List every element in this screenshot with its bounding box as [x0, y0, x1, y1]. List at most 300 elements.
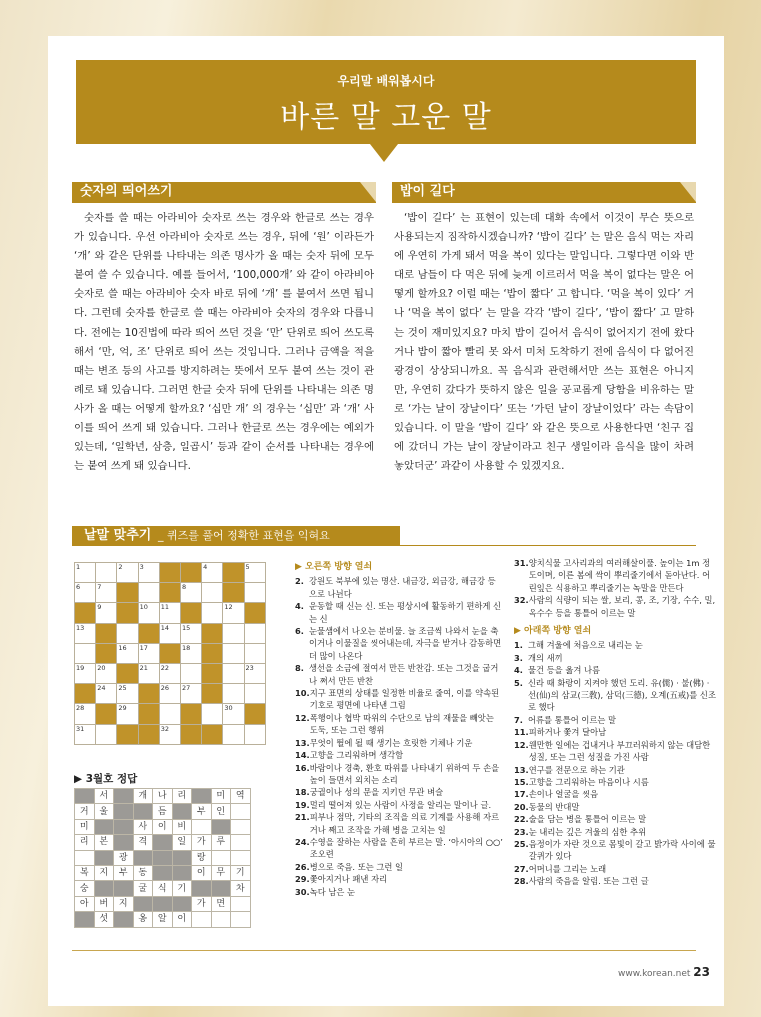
- grid-row: [75, 563, 266, 583]
- answer-row: [75, 896, 251, 911]
- clue-text: 바람이나 경축, 환호 따위를 나타내기 위하여 두 손을 높이 들면서 외치는 소리: [309, 762, 500, 785]
- grid-row: [75, 643, 266, 663]
- clue-item: [514, 726, 718, 738]
- down-clues-title: ▶ 아래쪽 방향 열쇠: [514, 626, 592, 637]
- answer-cell-shaded: [153, 865, 173, 880]
- clue-item: [295, 737, 503, 749]
- answer-row: [75, 912, 251, 927]
- clue-number: 29.: [295, 874, 310, 885]
- clue-text: 어머니를 그리는 노래: [528, 863, 607, 874]
- clue-number: 16.: [295, 762, 310, 773]
- answer-cell: 일: [172, 835, 192, 850]
- cell-number: 13: [76, 623, 85, 632]
- clue-number: 27.: [514, 863, 529, 874]
- grid-cell-black: [159, 563, 180, 583]
- answer-cell: 비: [172, 819, 192, 834]
- answer-cell: 아: [75, 896, 95, 911]
- answer-cell: 버: [94, 896, 114, 911]
- cell-number: 17: [139, 643, 148, 652]
- clue-text: 손이나 얼굴을 씻음: [528, 789, 599, 800]
- clue-item: [514, 594, 718, 619]
- clue-item: [295, 873, 503, 885]
- answer-title: ▶ 3월호 정답: [74, 773, 138, 785]
- answer-cell-shaded: [114, 881, 134, 896]
- grid-cell: [75, 643, 96, 663]
- answer-cell: 본: [94, 835, 114, 850]
- clue-text: 멀리 떨어져 있는 사람이 사정을 알리는 말이나 글.: [309, 799, 492, 810]
- answer-cell: 굴: [133, 881, 153, 896]
- answer-cell-shaded: [153, 896, 173, 911]
- grid-cell-black: [96, 704, 117, 724]
- grid-cell-black: [202, 724, 223, 744]
- clue-number: 20.: [514, 801, 529, 812]
- answer-cell-shaded: [133, 896, 153, 911]
- answer-cell: 가: [192, 896, 212, 911]
- answer-row: [75, 865, 251, 880]
- answer-cell: 격: [133, 835, 153, 850]
- clue-text: 개의 새끼: [528, 652, 563, 663]
- answer-cell-shaded: [153, 850, 173, 865]
- cell-number: 3: [139, 563, 144, 571]
- cell-number: 31: [76, 724, 85, 733]
- grid-cell: [180, 583, 201, 603]
- clue-text: 수영을 잘하는 사람을 흔히 부르는 말. ‘아시아의 ○○’ 조오련: [309, 836, 503, 860]
- clue-text: 쫓아지거나 패낸 자리: [309, 874, 388, 885]
- clue-number: 7.: [514, 714, 523, 725]
- answer-cell: 이: [172, 912, 192, 927]
- grid-cell-black: [138, 724, 159, 744]
- cell-number: 27: [181, 684, 191, 693]
- answer-cell: 지: [114, 896, 134, 911]
- answer-cell: 섯: [94, 912, 114, 927]
- answer-cell: 차: [231, 881, 251, 896]
- answer-cell: [231, 819, 251, 834]
- clue-text: 양치식물 고사리과의 여러해살이풀. 높이는 1m 정도이며, 이른 봄에 싹이 뿌리줄기에서 돋아난다. 어린잎은 식용하고 뿌리줄기는 녹말을 만든다: [528, 558, 711, 593]
- clue-text: 피하거나 쫓겨 달아남: [528, 727, 607, 738]
- clue-text: 그해 겨울에 처음으로 내리는 눈: [528, 640, 643, 651]
- grid-cell: [117, 643, 138, 663]
- grid-cell: [96, 583, 117, 603]
- answer-cell: 부: [114, 865, 134, 880]
- answer-cell-shaded: [114, 912, 134, 927]
- answer-cell: 옹: [133, 912, 153, 927]
- cell-number: 1: [76, 563, 81, 571]
- footer-url: www.korean.net: [618, 969, 691, 979]
- clue-item: [514, 875, 718, 887]
- grid-cell: [159, 704, 180, 724]
- answer-cell-shaded: [94, 819, 114, 834]
- clue-item: [295, 662, 503, 687]
- clue-number: 17.: [514, 789, 529, 800]
- grid-cell: [223, 663, 244, 683]
- clue-item: [295, 625, 503, 662]
- grid-cell-black: [223, 583, 244, 603]
- answer-cell: 동: [133, 865, 153, 880]
- grid-cell-black: [180, 603, 201, 623]
- grid-cell-black: [75, 684, 96, 704]
- answer-grid: [74, 788, 251, 928]
- answer-cell: 울: [94, 804, 114, 819]
- clue-text: 지구 표면의 상태를 일정한 비율로 줄여, 이를 약속된 기호로 평면에 나타낸 그림: [309, 688, 500, 711]
- clue-text: 동물의 반대말: [528, 801, 580, 812]
- grid-cell: [202, 583, 223, 603]
- corner-decoration-icon: [360, 182, 376, 202]
- answer-row: [75, 819, 251, 834]
- grid-cell: [223, 704, 244, 724]
- clue-item: [295, 811, 503, 836]
- grid-cell-black: [202, 663, 223, 683]
- grid-cell: [244, 724, 265, 744]
- clue-text: 연구를 전문으로 하는 기관: [528, 764, 625, 775]
- cell-number: 26: [160, 684, 170, 693]
- clue-number: 10.: [295, 688, 310, 699]
- grid-cell: [223, 623, 244, 643]
- magazine-page: [48, 36, 724, 1006]
- answer-cell: 개: [133, 789, 153, 804]
- clue-number: 19.: [295, 799, 310, 810]
- clue-number: 24.: [295, 836, 310, 847]
- grid-cell-black: [180, 724, 201, 744]
- clue-item: [514, 739, 718, 764]
- grid-cell: [244, 563, 265, 583]
- clue-text: 눈물샘에서 나오는 분비물. 늘 조금씩 나와서 눈을 축이거나 이물질을 씻어내는데, 자극을 받거나 감동하면 더 많이 나온다: [309, 626, 502, 661]
- crossword-grid: [74, 562, 266, 745]
- page-number: 23: [693, 965, 710, 979]
- clue-text: 운동할 때 신는 신. 또는 평상시에 활동하기 편하게 신는 신: [309, 601, 502, 624]
- clue-item: [514, 639, 718, 651]
- answer-cell: 미: [75, 819, 95, 834]
- grid-cell: [75, 663, 96, 683]
- clue-number: 5.: [514, 677, 523, 688]
- clue-item: [514, 838, 718, 863]
- answer-row: [75, 835, 251, 850]
- grid-cell: [223, 684, 244, 704]
- answer-row: [75, 789, 251, 804]
- down-clues: [514, 639, 718, 887]
- section-left-title: 숫자의 띄어쓰기: [80, 184, 173, 199]
- answer-cell: 사: [133, 819, 153, 834]
- answer-cell: 기: [172, 881, 192, 896]
- answer-cell-shaded: [192, 881, 212, 896]
- divider: [392, 202, 696, 203]
- cell-number: 28: [76, 704, 85, 713]
- grid-row: [75, 704, 266, 724]
- grid-cell: [159, 603, 180, 623]
- clue-item: [295, 687, 503, 712]
- clue-text: 궁궐이나 성의 문을 지키던 무관 벼슬: [309, 787, 444, 798]
- cell-number: 23: [245, 663, 254, 672]
- grid-cell: [75, 704, 96, 724]
- clue-number: 23.: [514, 826, 529, 837]
- clue-number: 12.: [514, 739, 529, 750]
- grid-cell-black: [244, 704, 265, 724]
- answer-cell: 무: [211, 865, 231, 880]
- answer-cell: [231, 912, 251, 927]
- clue-item: [514, 826, 718, 838]
- clue-text: 병으로 죽음. 또는 그런 일: [309, 861, 404, 872]
- cell-number: 30: [224, 704, 233, 713]
- grid-row: [75, 684, 266, 704]
- grid-cell-black: [202, 643, 223, 663]
- cell-number: 10: [139, 603, 148, 612]
- banner-subtitle: 우리말 배워봅시다: [337, 74, 435, 88]
- clue-item: [514, 677, 718, 714]
- across-clues: [295, 557, 503, 898]
- corner-decoration-icon: [680, 182, 696, 202]
- clue-number: 4.: [295, 601, 304, 612]
- answer-cell: 가: [192, 835, 212, 850]
- cell-number: 15: [181, 623, 191, 632]
- clue-number: 32.: [514, 595, 529, 606]
- answer-cell: 광: [114, 850, 134, 865]
- clue-text: 무엇이 뛸에 될 때 생기는 흐릿한 기체나 기운: [309, 737, 473, 748]
- answer-cell-shaded: [211, 881, 231, 896]
- grid-cell-black: [138, 704, 159, 724]
- answer-cell: 루: [211, 835, 231, 850]
- grid-cell-black: [202, 623, 223, 643]
- grid-cell: [180, 663, 201, 683]
- section-left-body: 숫자를 쓸 때는 아라비아 숫자로 쓰는 경우와 한글로 쓰는 경우가 있습니다. 우선 아라비아 숫자로 쓰는 경우, 뒤에 ‘원’ 이라든가 ‘개’ 와 같은 단위를 나타내는 의존 명사가 올 때는 숫자 뒤에 모두 붙여 쓸 수 있습니다. 예를 들어서, ‘100,000개’ 와 같이 아라비아 숫자로 쓸 때는 아라비아 숫자 바로 뒤에 ‘개’ 를 붙여서 쓰면 됩니다. 그런데 숫자를 한글로 쓸 때는 아라비아 숫자의 경우와 다릅니다. 전에는 10진법에 따라 띄어 쓰던 것을 ‘만’ 단위로 띄어 쓰도록 해서 ‘만, 억, 조’ 단위로 띄어 쓰는 것입니다. 그러나 금액을 적을 때는 변조 등의 사고를 방지하려는 뜻에서 모두 붙여 쓰는 것이 관례로 돼 있습니다. 그러면 한글 숫자 뒤에 단위를 나타내는 의존 명사가 올 때는 어떻게 할까요? ‘십만 개’ 의 경우는 ‘십만’ 과 ‘개’ 사이를 띄어 쓰게 돼 있습니다. 그러나 한글로 쓰는 경우에는 예외가 있는데, ‘일학년, 삼층, 일곱시’ 등과 같이 순서를 나타내는 경우에는 붙여 쓰게 돼 있습니다.: [74, 212, 374, 473]
- clue-item: [514, 788, 718, 800]
- clue-text: 피부나 점막, 기타의 조직을 의료 기계를 사용해 자르거나 째고 조작을 가해 병을 고치는 일: [309, 812, 500, 835]
- answer-cell-shaded: [75, 789, 95, 804]
- answer-cell: [231, 850, 251, 865]
- answer-cell: [192, 912, 212, 927]
- answer-cell-shaded: [172, 850, 192, 865]
- cell-number: 5: [245, 563, 250, 571]
- answer-cell: 지: [94, 865, 114, 880]
- clue-text: 물건 등을 옮겨 나름: [528, 665, 601, 676]
- clue-item: [514, 664, 718, 676]
- clue-number: 28.: [514, 876, 529, 887]
- clue-number: 18.: [295, 787, 310, 798]
- grid-cell: [138, 603, 159, 623]
- answer-cell: [75, 850, 95, 865]
- grid-cell: [223, 643, 244, 663]
- answer-cell: 부: [192, 804, 212, 819]
- across-clues-continued: [514, 557, 718, 619]
- quiz-header: [72, 526, 696, 546]
- grid-cell: [96, 603, 117, 623]
- answer-cell: [211, 912, 231, 927]
- clue-item: [295, 861, 503, 873]
- cell-number: 14: [160, 623, 170, 632]
- clue-item: [514, 764, 718, 776]
- answer-cell: 이: [192, 865, 212, 880]
- clue-item: [295, 886, 503, 898]
- clue-item: [295, 836, 503, 861]
- answer-cell-shaded: [114, 789, 134, 804]
- grid-cell: [75, 623, 96, 643]
- answer-cell-shaded: [133, 850, 153, 865]
- cell-number: 8: [181, 583, 187, 592]
- divider: [400, 545, 696, 546]
- grid-cell: [244, 663, 265, 683]
- grid-cell: [138, 643, 159, 663]
- answer-cell: [231, 804, 251, 819]
- grid-cell: [202, 704, 223, 724]
- clue-item: [295, 712, 503, 737]
- answer-cell-shaded: [133, 804, 153, 819]
- answer-cell: 이: [153, 819, 173, 834]
- grid-cell-black: [138, 684, 159, 704]
- footer: [618, 965, 710, 979]
- cell-number: 9: [97, 603, 102, 612]
- grid-cell: [75, 583, 96, 603]
- answer-cell-shaded: [211, 819, 231, 834]
- grid-cell: [180, 684, 201, 704]
- clue-number: 15.: [514, 776, 529, 787]
- grid-cell-black: [117, 724, 138, 744]
- grid-cell: [96, 684, 117, 704]
- answer-cell-shaded: [75, 912, 95, 927]
- clue-text: 녹다 남은 눈: [309, 886, 356, 897]
- answer-cell: [211, 850, 231, 865]
- answer-cell: 기: [231, 865, 251, 880]
- grid-cell: [223, 724, 244, 744]
- cell-number: 12: [224, 603, 233, 612]
- grid-cell: [244, 643, 265, 663]
- clue-item: [514, 863, 718, 875]
- grid-cell-black: [159, 643, 180, 663]
- clue-text: 사람의 죽음을 알림. 또는 그런 글: [528, 876, 649, 887]
- clue-number: 14.: [295, 750, 310, 761]
- grid-cell: [117, 684, 138, 704]
- cell-number: 7: [97, 583, 102, 592]
- clue-item: [295, 749, 503, 761]
- banner-arrow-icon: [370, 144, 398, 162]
- grid-row: [75, 583, 266, 603]
- grid-cell: [117, 704, 138, 724]
- clue-item: [514, 652, 718, 664]
- answer-cell: 듬: [153, 804, 173, 819]
- grid-cell: [75, 724, 96, 744]
- grid-cell-black: [117, 583, 138, 603]
- clue-number: 1.: [514, 640, 523, 651]
- clue-number: 31.: [514, 558, 529, 568]
- grid-cell: [159, 623, 180, 643]
- clue-number: 25.: [514, 838, 529, 849]
- title-banner: [76, 60, 696, 144]
- grid-cell: [159, 724, 180, 744]
- answer-cell: 역: [231, 789, 251, 804]
- answer-cell: [231, 896, 251, 911]
- answer-cell: 알: [153, 912, 173, 927]
- cell-number: 24: [97, 684, 106, 693]
- grid-cell: [159, 684, 180, 704]
- clue-number: 12.: [295, 712, 310, 723]
- grid-cell: [244, 684, 265, 704]
- across-clues-title: ▶ 오른쪽 방향 열쇠: [295, 562, 373, 572]
- clue-text: 웬만한 일에는 겁내거나 부끄러워하지 않는 대담한 성질, 또는 그런 성질을 가진 사람: [528, 739, 711, 763]
- answer-cell: 복: [75, 865, 95, 880]
- section-right-header: [392, 182, 696, 202]
- grid-cell-black: [75, 603, 96, 623]
- grid-cell: [138, 583, 159, 603]
- answer-cell: 리: [75, 835, 95, 850]
- grid-cell: [96, 563, 117, 583]
- clue-text: 고향을 그리워하는 마음이나 시름: [528, 776, 649, 787]
- grid-cell: [244, 583, 265, 603]
- grid-cell: [244, 623, 265, 643]
- clue-item: [295, 786, 503, 798]
- grid-cell: [96, 724, 117, 744]
- grid-row: [75, 623, 266, 643]
- grid-cell-black: [180, 563, 201, 583]
- cell-number: 11: [160, 603, 170, 612]
- grid-cell-black: [96, 623, 117, 643]
- clue-number: 4.: [514, 665, 523, 676]
- clue-text: 생선을 소금에 절여서 만든 반찬감. 또는 그것을 굽거나 쪄서 만든 반찬: [309, 663, 499, 686]
- answer-cell: 거: [75, 804, 95, 819]
- grid-cell-black: [138, 623, 159, 643]
- clue-text: 술을 담는 병을 통틀어 이르는 말: [528, 814, 647, 825]
- clue-number: 13.: [514, 764, 529, 775]
- clue-text: 눈 내리는 깊은 겨울의 심한 추위: [528, 826, 647, 837]
- grid-cell: [96, 663, 117, 683]
- clue-number: 11.: [514, 727, 529, 738]
- grid-cell-black: [117, 663, 138, 683]
- grid-cell: [159, 663, 180, 683]
- grid-cell-black: [202, 684, 223, 704]
- clue-number: 26.: [295, 861, 310, 872]
- answer-row: [75, 881, 251, 896]
- answer-row: [75, 850, 251, 865]
- cell-number: 2: [118, 563, 123, 571]
- banner-title: 바른 말 고운 말: [280, 100, 492, 135]
- clue-number: 8.: [295, 663, 304, 674]
- grid-cell-black: [244, 603, 265, 623]
- clue-text: 폭행이나 협박 따위의 수단으로 남의 재물을 빼앗는 도둑, 또는 그런 행위: [309, 712, 494, 736]
- clue-text: 강원도 북부에 있는 명산. 내금강, 외금강, 해금강 등으로 나뉜다: [309, 576, 496, 599]
- grid-row: [75, 724, 266, 744]
- grid-cell-black: [223, 563, 244, 583]
- grid-cell: [202, 603, 223, 623]
- section-right-title: 밥이 길다: [400, 184, 455, 199]
- clue-number: 3.: [514, 652, 523, 663]
- answer-row: [75, 804, 251, 819]
- answer-cell-shaded: [172, 804, 192, 819]
- clue-number: 13.: [295, 737, 310, 748]
- clue-text: 음정이가 자란 것으로 몸빛이 갈고 밝가락 사이에 물갈퀴가 있다: [528, 838, 716, 862]
- grid-cell: [180, 623, 201, 643]
- cell-number: 18: [181, 643, 191, 652]
- cell-number: 4: [203, 563, 208, 571]
- clue-item: [295, 762, 503, 787]
- cell-number: 29: [118, 704, 127, 713]
- grid-cell: [223, 603, 244, 623]
- clue-number: 2.: [295, 576, 304, 587]
- answer-cell: 서: [94, 789, 114, 804]
- answer-cell: 나: [153, 789, 173, 804]
- answer-cell: [192, 819, 212, 834]
- grid-cell-black: [159, 583, 180, 603]
- clue-item: [295, 600, 503, 625]
- answer-cell: 리: [172, 789, 192, 804]
- answer-cell-shaded: [114, 835, 134, 850]
- quiz-subtitle: _ 퀴즈를 풀어 정확한 표현을 익혀요: [158, 529, 330, 542]
- right-clues-column: [514, 557, 718, 888]
- grid-cell: [138, 663, 159, 683]
- clue-text: 어류를 통틀어 이르는 말: [528, 714, 617, 725]
- answer-cell-shaded: [172, 865, 192, 880]
- answer-cell: 인: [211, 804, 231, 819]
- clue-text: 신라 때 화랑이 지켜야 했던 도리. 유(儒) · 불(佛) · 선(仙)의 삼교(三敎), 삼덕(三德), 오계(五戒)를 신조로 했다: [528, 677, 716, 713]
- grid-cell: [180, 643, 201, 663]
- cell-number: 6: [76, 583, 81, 592]
- cell-number: 19: [76, 663, 85, 672]
- answer-cell: 식: [153, 881, 173, 896]
